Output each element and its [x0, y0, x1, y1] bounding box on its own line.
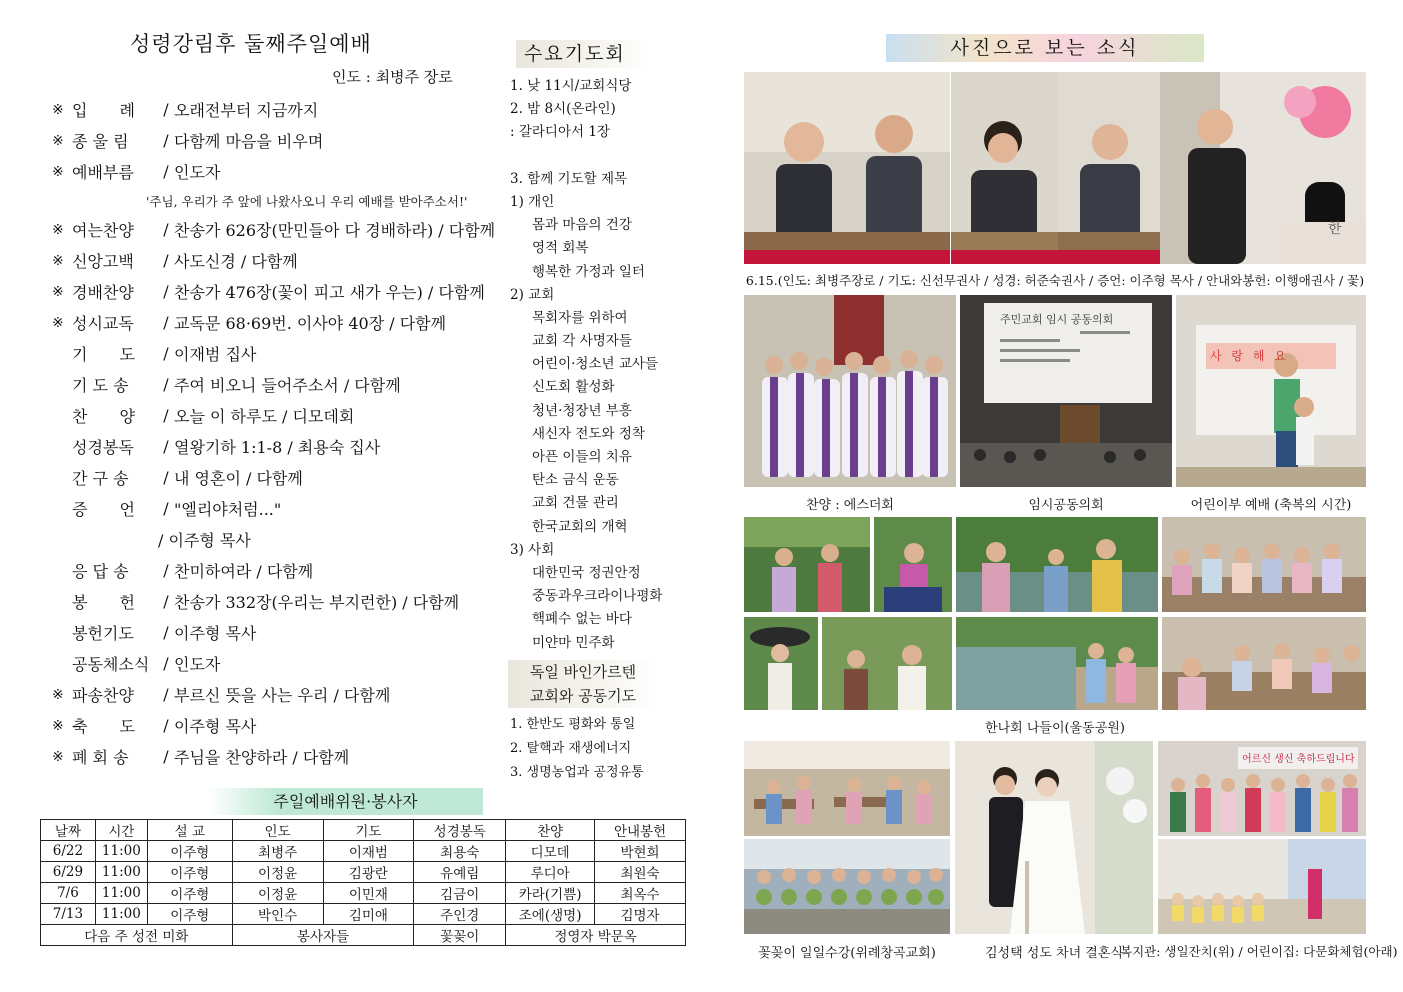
order-content: 이재범 집사 [174, 345, 257, 364]
order-separator: / [163, 499, 169, 518]
prayer-list [510, 75, 710, 655]
volunteer-cell: 김미애 [323, 904, 414, 925]
order-separator: / [163, 162, 169, 181]
german-title-line1: 독일 바인가르텐 [529, 663, 637, 681]
order-mark: ※ [52, 686, 64, 703]
order-row [52, 125, 502, 156]
volunteer-footer-row [41, 925, 686, 946]
order-separator: / [163, 716, 169, 735]
order-row [52, 555, 502, 586]
order-name: 성경봉독 [72, 438, 134, 457]
order-mark: ※ [52, 748, 64, 765]
order-row [52, 710, 502, 741]
order-content: 오늘 이 하루도 / 디모데회 [174, 407, 355, 426]
order-content: 주님을 찬양하라 / 다함께 [174, 748, 350, 767]
volunteer-cell: 11:00 [95, 904, 147, 925]
footer-flower-value: 정영자 박문옥 [506, 925, 686, 946]
caption-choir: 찬양 : 에스더회 [806, 498, 894, 513]
photo-leader-2 [951, 72, 1058, 264]
order-name: 기 도 [72, 345, 135, 364]
volunteer-header-row [41, 820, 686, 841]
volunteer-cell: 카라(기쁨) [506, 883, 595, 904]
volunteer-title: 주일예배위원·봉사자 [208, 788, 483, 815]
order-quote: '주님, 우리가 주 앞에 나왔사오니 우리 예배를 받아주소서!' [146, 193, 468, 209]
volunteer-cell: 이주형 [147, 883, 232, 904]
volunteer-cell: 이주형 [147, 841, 232, 862]
order-row [52, 617, 502, 648]
german-prayer-item: 3. 생명농업과 공정유통 [510, 765, 644, 780]
order-content: 인도자 [174, 163, 221, 182]
order-row [52, 276, 502, 307]
order-content: 찬송가 476장(꽃이 피고 새가 우는) / 다함께 [174, 283, 485, 302]
order-content: "엘리야처럼..." [174, 500, 282, 519]
german-prayer-item: 2. 탈핵과 재생에너지 [510, 741, 632, 756]
volunteer-cell: 루디아 [506, 862, 595, 883]
order-row [52, 462, 502, 493]
prayer-item: 청년·청장년 부흥 [532, 402, 632, 419]
prayer-item: 교회 건물 관리 [532, 495, 619, 512]
photo-wedding [955, 741, 1153, 934]
volunteer-cell: 디모데 [506, 841, 595, 862]
photo-outing-4 [1162, 517, 1366, 612]
volunteer-header-cell: 시간 [95, 820, 147, 841]
volunteer-header-cell: 설 교 [147, 820, 232, 841]
footer-cleaning-value: 봉사자들 [232, 925, 414, 946]
volunteer-cell: 7/13 [41, 904, 96, 925]
order-separator: / [163, 747, 169, 766]
volunteer-cell: 이주형 [147, 862, 232, 883]
order-separator: / [163, 220, 169, 239]
volunteer-cell: 6/29 [41, 862, 96, 883]
order-name: 경배찬양 [72, 283, 134, 302]
order-name: 신앙고백 [72, 252, 134, 271]
photo-leader-4 [1160, 72, 1366, 264]
volunteer-cell: 이민재 [323, 883, 414, 904]
volunteer-row [41, 862, 686, 883]
caption-kids-worship: 어린이부 예배 (축복의 시간) [1190, 498, 1352, 513]
caption-flower-class: 꽃꽂이 일일수강(위례창곡교회) [758, 946, 936, 961]
photo-daycare-culture [1158, 839, 1366, 934]
volunteer-row [41, 904, 686, 925]
prayer-item: 3) 사회 [510, 541, 555, 558]
prayer-item: 신도회 활성화 [532, 379, 615, 396]
prayer-item: 3. 함께 기도할 제목 [510, 170, 628, 187]
prayer-item: 탄소 금식 운동 [532, 472, 619, 489]
order-content: 찬미하여라 / 다함께 [174, 562, 314, 581]
order-row [52, 369, 502, 400]
order-row [52, 307, 502, 338]
prayer-item: 1) 개인 [510, 193, 555, 210]
prayer-title: 수요기도회 [516, 40, 652, 68]
photo-outing-1 [744, 517, 870, 612]
order-content: 이주형 목사 [174, 624, 257, 643]
order-content: 사도신경 / 다함께 [174, 252, 298, 271]
order-content: 내 영혼이 / 다함께 [174, 469, 303, 488]
prayer-item: 한국교회의 개혁 [532, 518, 628, 535]
order-name: 축 도 [72, 717, 135, 736]
volunteer-cell: 조에(생명) [506, 904, 595, 925]
kids-banner-text: 사 랑 해 요 [1210, 349, 1289, 363]
volunteer-cell: 11:00 [95, 862, 147, 883]
order-content: 열왕기하 1:1-8 / 최용숙 집사 [174, 438, 381, 457]
order-separator: / [163, 100, 169, 119]
volunteer-cell: 최옥수 [595, 883, 686, 904]
footer-flower-label: 꽃꽂이 [414, 925, 506, 946]
order-name: 기 도 송 [72, 376, 129, 395]
volunteer-header-cell: 찬양 [506, 820, 595, 841]
order-mark: ※ [52, 132, 64, 149]
photo-flower-class-1 [744, 741, 950, 836]
caption-wedding: 김성택 성도 차녀 결혼식 [985, 946, 1123, 961]
order-row [52, 648, 502, 679]
order-separator: / [163, 654, 169, 673]
order-name: 증 언 [72, 500, 135, 519]
photo-outing-5 [744, 617, 818, 710]
volunteer-cell: 주인경 [414, 904, 506, 925]
photo-leader-3 [1058, 72, 1160, 264]
order-mark: ※ [52, 221, 64, 238]
volunteer-cell: 김명자 [595, 904, 686, 925]
volunteer-cell: 7/6 [41, 883, 96, 904]
order-content: 오래전부터 지금까지 [174, 101, 319, 120]
caption-welfare-daycare: 복지관: 생일잔치(위) / 어린이집: 다문화체험(아래) [1120, 944, 1398, 959]
volunteer-header-cell: 인도 [232, 820, 323, 841]
order-separator: / [163, 282, 169, 301]
prayer-item: 교회 각 사명자들 [532, 333, 632, 350]
prayer-item: 새신자 전도와 정착 [532, 425, 645, 442]
order-separator: / [163, 406, 169, 425]
german-prayer-list [510, 713, 710, 785]
order-separator: / [163, 251, 169, 270]
order-separator: / [163, 468, 169, 487]
order-row [52, 431, 502, 462]
prayer-item: 중동과우크라이나평화 [532, 588, 663, 605]
order-name: 여는찬양 [72, 221, 134, 240]
order-row [52, 245, 502, 276]
photo-leader-1 [744, 72, 950, 264]
order-content: 주여 비오니 들어주소서 / 다함께 [174, 376, 401, 395]
photo-flower-class-2 [744, 839, 950, 934]
caption-meeting: 임시공동의회 [1028, 498, 1104, 513]
prayer-item: 아픈 이들의 치유 [532, 449, 632, 465]
prayer-item: 1. 낮 11시/교회식당 [510, 78, 632, 94]
order-row [52, 400, 502, 431]
order-separator: / [163, 375, 169, 394]
photo-outing-6 [822, 617, 952, 710]
prayer-item: 몸과 마음의 건강 [532, 217, 632, 234]
order-content: 교독문 68·69번. 이사야 40장 / 다함께 [174, 314, 447, 333]
photo-choir [744, 295, 956, 487]
worship-title: 성령강림후 둘째주일예배 [130, 32, 372, 56]
worship-leader: 인도 : 최병주 장로 [332, 68, 453, 86]
order-separator: / [163, 592, 169, 611]
volunteer-cell: 김금이 [414, 883, 506, 904]
volunteer-cell: 김광란 [323, 862, 414, 883]
prayer-item [510, 145, 710, 168]
volunteer-cell: 11:00 [95, 841, 147, 862]
german-prayer-item: 1. 한반도 평화와 통일 [510, 717, 636, 732]
order-separator: / [163, 344, 169, 363]
prayer-item: 목회자를 위하여 [532, 309, 628, 326]
volunteer-header-cell: 기도 [323, 820, 414, 841]
footer-cleaning-label: 다음 주 성전 미화 [41, 925, 233, 946]
prayer-item: 미얀마 민주화 [532, 634, 615, 651]
order-name: 봉헌기도 [72, 624, 134, 643]
photo-news-title: 사진으로 보는 소식 [886, 34, 1204, 62]
welfare-banner-text: 어르신 생신 축하드립니다 [1242, 754, 1355, 765]
order-row [52, 214, 502, 245]
order-name: 파송찬양 [72, 686, 134, 705]
photo-outing-8 [1162, 617, 1366, 710]
order-name: 입 례 [72, 101, 135, 120]
german-title-line2: 교회와 공동기도 [529, 687, 637, 705]
order-mark: ※ [52, 314, 64, 331]
order-separator: / [163, 685, 169, 704]
volunteer-cell: 최원숙 [595, 862, 686, 883]
order-row [52, 338, 502, 369]
order-row [52, 156, 502, 187]
order-content: 찬송가 626장(만민들아 다 경배하라) / 다함께 [174, 221, 496, 240]
order-name: 종 울 림 [72, 132, 129, 151]
order-mark: ※ [52, 163, 64, 180]
photo-outing-3 [956, 517, 1158, 612]
order-mark: ※ [52, 283, 64, 300]
order-separator: / [163, 561, 169, 580]
prayer-item: : 갈라디아서 1장 [510, 124, 610, 141]
volunteer-header-cell: 성경봉독 [414, 820, 506, 841]
worship-order-list [52, 94, 502, 772]
prayer-item: 영적 회복 [532, 240, 589, 257]
order-mark: ※ [52, 252, 64, 269]
order-name: 예배부름 [72, 163, 134, 182]
order-continuation: / 이주형 목사 [158, 531, 251, 550]
volunteer-table [40, 819, 686, 946]
meeting-slide-title: 주민교회 임시 공동의회 [1000, 313, 1114, 326]
order-content: 이주형 목사 [174, 717, 257, 736]
order-name: 폐 회 송 [72, 748, 129, 767]
volunteer-cell: 박현희 [595, 841, 686, 862]
volunteer-cell: 최병주 [232, 841, 323, 862]
prayer-item: 대한민국 정권안정 [532, 564, 641, 581]
volunteer-row [41, 883, 686, 904]
volunteer-cell: 박인수 [232, 904, 323, 925]
photo-outing-7 [956, 617, 1158, 710]
volunteer-cell: 6/22 [41, 841, 96, 862]
order-row [52, 493, 502, 524]
hanil-sign-text: 한 [1328, 221, 1342, 237]
prayer-item: 어린이·청소년 교사들 [532, 356, 658, 373]
order-separator: / [163, 131, 169, 150]
order-name: 성시교독 [72, 314, 134, 333]
order-row [52, 586, 502, 617]
order-name: 간 구 송 [72, 469, 129, 488]
caption-worship-leaders: 6.15.(인도: 최병주장로 / 기도: 신선무권사 / 성경: 허준숙권사 / 증언: 이주형 목사 / 안내와봉헌: 이행애권사 / 꽃) [745, 273, 1365, 288]
volunteer-cell: 11:00 [95, 883, 147, 904]
order-name: 찬 양 [72, 407, 135, 426]
order-content: 다함께 마음을 비우며 [174, 132, 324, 151]
order-content: 부르신 뜻을 사는 우리 / 다함께 [174, 686, 391, 705]
volunteer-cell: 이정윤 [232, 862, 323, 883]
order-name: 공동체소식 [72, 655, 150, 674]
order-name: 봉 헌 [72, 593, 135, 612]
order-content: 찬송가 332장(우리는 부지런한) / 다함께 [174, 593, 460, 612]
photo-welfare-birthday [1158, 741, 1366, 836]
german-prayer-title [508, 660, 658, 708]
prayer-item: 행복한 가정과 일터 [532, 263, 645, 280]
order-mark: ※ [52, 101, 64, 118]
order-separator: / [163, 437, 169, 456]
order-content: 인도자 [174, 655, 221, 674]
order-name: 응 답 송 [72, 562, 129, 581]
volunteer-header-cell: 날짜 [41, 820, 96, 841]
volunteer-cell: 이주형 [147, 904, 232, 925]
volunteer-header-cell: 안내봉헌 [595, 820, 686, 841]
prayer-item: 핵폐수 없는 바다 [532, 611, 632, 628]
prayer-item: 2. 밤 8시(온라인) [510, 101, 616, 118]
volunteer-cell: 유예림 [414, 862, 506, 883]
photo-outing-2 [874, 517, 952, 612]
caption-outing: 한나회 나들이(울동공원) [985, 721, 1125, 736]
volunteer-cell: 최용숙 [414, 841, 506, 862]
prayer-item: 2) 교회 [510, 286, 555, 303]
photo-kids-worship [1176, 295, 1366, 487]
order-separator: / [163, 623, 169, 642]
volunteer-row [41, 841, 686, 862]
volunteer-cell: 이정윤 [232, 883, 323, 904]
order-mark: ※ [52, 717, 64, 734]
order-row [52, 741, 502, 772]
order-separator: / [163, 313, 169, 332]
order-row [52, 94, 502, 125]
photo-meeting [960, 295, 1172, 487]
order-row [52, 679, 502, 710]
volunteer-cell: 이재범 [323, 841, 414, 862]
